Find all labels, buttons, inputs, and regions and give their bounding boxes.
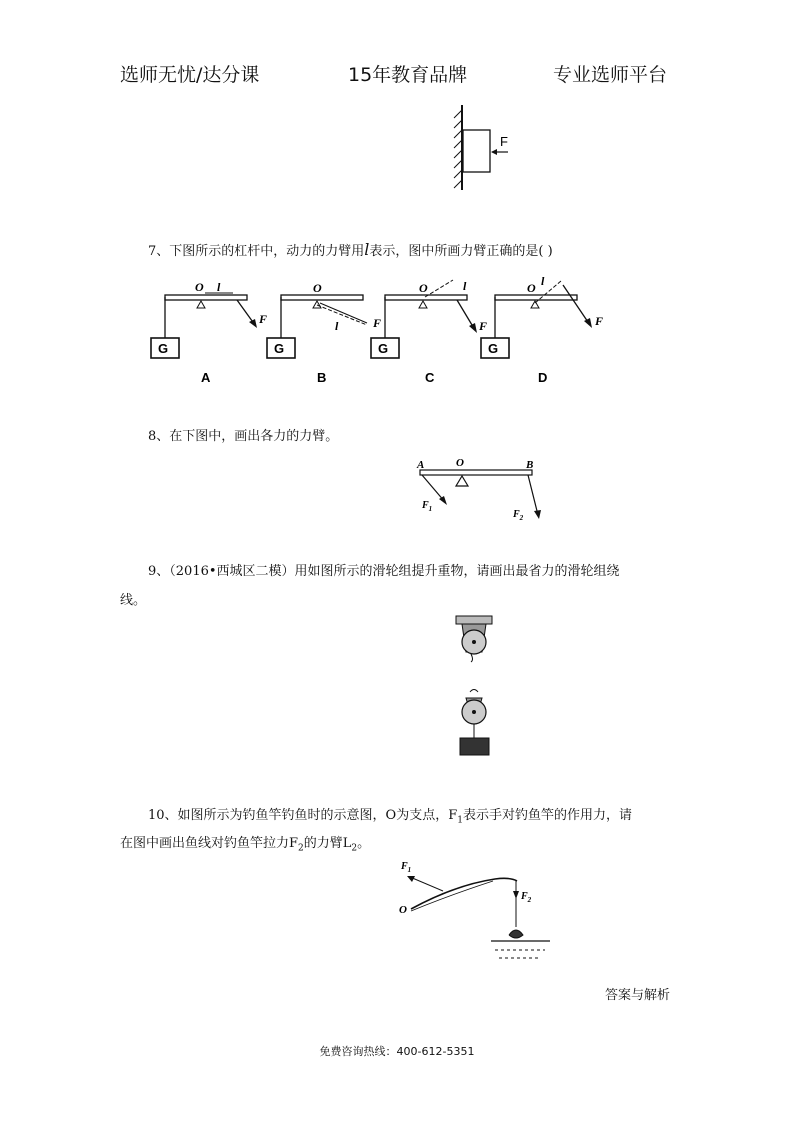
svg-text:G: G: [158, 341, 169, 356]
svg-text:l: l: [541, 274, 545, 288]
svg-text:O: O: [527, 281, 536, 295]
svg-text:D: D: [538, 370, 548, 385]
svg-text:A: A: [201, 370, 211, 385]
q7-levers-figure: [145, 275, 615, 390]
lever-option-c: [371, 279, 487, 385]
block: [463, 130, 490, 172]
footer-hotline: 免费咨询热线：400-612-5351: [319, 1045, 475, 1058]
lever-option-b: [267, 281, 381, 385]
svg-text:O: O: [399, 904, 407, 916]
force-label: F: [500, 134, 508, 149]
svg-text:C: C: [425, 370, 435, 385]
question-10-line2: 在图中画出鱼线对钓鱼竿拉力$F_2$的力臂$L_2$。: [120, 836, 371, 854]
svg-text:O: O: [419, 281, 428, 295]
svg-text:O: O: [313, 281, 322, 295]
question-9-line1: 9、（2016•西城区二模）用如图所示的滑轮组提升重物，请画出最省力的滑轮组绕: [148, 564, 620, 579]
svg-text:G: G: [378, 341, 389, 356]
wall-block-figure: [440, 100, 540, 195]
question-9-line2: 线。: [120, 593, 147, 608]
svg-text:l: l: [217, 280, 221, 294]
svg-text:B: B: [317, 370, 327, 385]
question-8: 8、在下图中，画出各力的力臂。: [148, 429, 339, 444]
svg-text:F: F: [595, 314, 604, 328]
q9-pulley-figure: [448, 612, 508, 760]
q10-fishing-figure: [395, 855, 555, 970]
svg-text:A: A: [417, 459, 425, 471]
answer-label: 答案与解析: [605, 988, 671, 1003]
svg-text:G: G: [488, 341, 499, 356]
svg-text:O: O: [195, 280, 204, 294]
svg-text:O: O: [456, 457, 464, 469]
svg-text:F: F: [259, 312, 268, 326]
svg-text:F: F: [479, 319, 488, 333]
svg-text:F1: $F_1$: [401, 861, 412, 874]
svg-text:B: B: [526, 459, 534, 471]
lever-option-a: [151, 280, 267, 385]
svg-text:F2: $F_2$: [521, 891, 532, 904]
header-left: 选师无忧/达分课: [120, 64, 260, 86]
question-7: 7、下图所示的杠杆中，动力的力臂用l表示，图中所画力臂正确的是( ): [148, 240, 553, 259]
lever-option-d: [481, 274, 603, 385]
svg-text:l: l: [463, 279, 467, 293]
header-center: 15年教育品牌: [348, 64, 468, 86]
q8-lever-figure: [410, 455, 560, 525]
svg-text:F: F: [373, 316, 382, 330]
svg-text:F1: $F_1$: [422, 500, 433, 513]
header-right: 专业选师平台: [553, 64, 668, 86]
svg-text:l: l: [335, 319, 339, 333]
question-10-line1: 10、如图所示为钓鱼竿钓鱼时的示意图，O为支点，$F_1$表示手对钓鱼竿的作用力，请: [148, 808, 632, 826]
svg-text:G: G: [274, 341, 285, 356]
svg-text:F2: $F_2$: [513, 509, 524, 522]
arm-symbol: l: [364, 240, 370, 259]
